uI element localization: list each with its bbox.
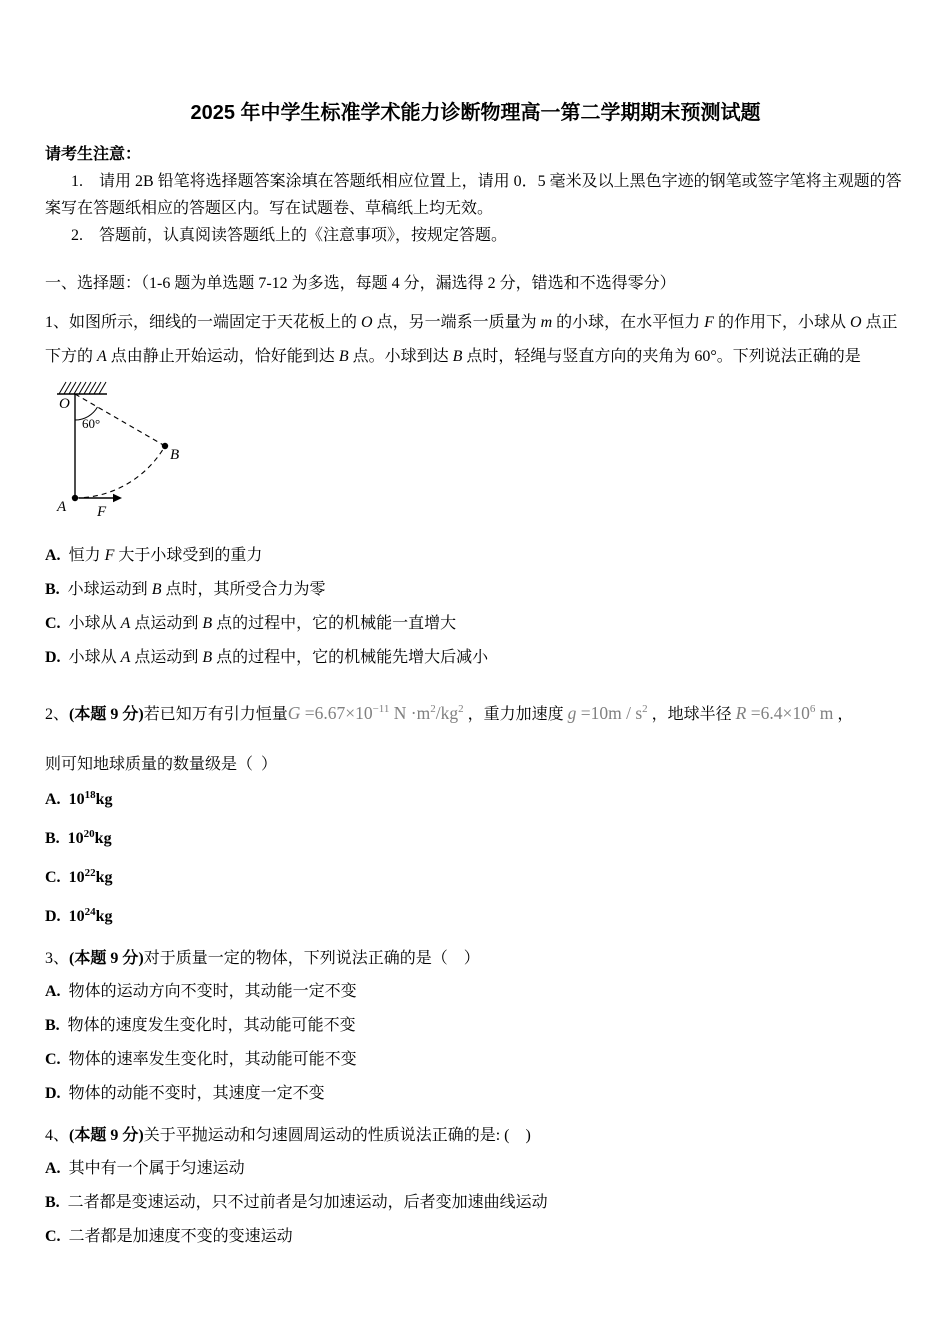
notice-header: 请考生注意： (45, 146, 142, 163)
question-2-prompt: 则可知地球质量的数量级是（ ） (45, 756, 278, 773)
ceiling-hatch (59, 382, 106, 394)
point-B-dot (162, 443, 168, 449)
question-2-option-d: D. $10^{24}kg$ (45, 906, 113, 925)
question-1-figure-wrap (53, 380, 906, 537)
question-1-stem: 1、如图所示，细线的一端固定于天花板上的 O 点，另一端系一质量为 m 的小球，在水平恒力 F 的作用下，小球从 O 点正下方的 A 点由静止开始运动，恰好能到达 B 点。小球到达 B 点时，轻绳与竖直方向的夹角为 60°。下列说法正确的是 (45, 314, 898, 365)
label-F: F (97, 504, 107, 520)
question-3-options (45, 975, 906, 1111)
question-2-option-b: B. $10^{20}kg$ (45, 828, 112, 847)
force-arrow-head (113, 494, 122, 502)
question-4-stem: 4、(本题 9 分)关于平抛运动和匀速圆周运动的性质说法正确的是: ( ) (45, 1127, 531, 1144)
question-1-option-b: B. 小球运动到 B 点时，其所受合力为零 (45, 581, 326, 598)
question-4-option-c: C. 二者都是加速度不变的变速运动 (45, 1228, 293, 1245)
page-title: 2025 年中学生标准学术能力诊断物理高一第二学期期末预测试题 (190, 102, 761, 124)
question-1-figure (53, 380, 253, 532)
label-B: B (170, 447, 180, 463)
question-4-options (45, 1152, 906, 1254)
notice-item-2: 2. 答题前，认真阅读答题纸上的《注意事项》，按规定答题。 (71, 227, 508, 244)
label-angle: 60° (82, 416, 101, 431)
question-2-option-a: A. $10^{18}kg$ (45, 789, 113, 808)
question-4-option-b: B. 二者都是变速运动，只不过前者是匀加速运动，后者变加速曲线运动 (45, 1194, 548, 1211)
question-2-stem: 2、(本题 9 分)若已知万有引力恒量$G =6.67\times 10^{-11}$ $N \cdot m^2/kg^2$ ，重力加速度 $g =10m / s^2$ ，地球半径 $R =6.4\times 10^6$ m ， (45, 703, 854, 723)
question-3-option-d: D. 物体的动能不变时，其速度一定不变 (45, 1085, 325, 1102)
question-1-option-d: D. 小球从 A 点运动到 B 点的过程中，它的机械能先增大后减小 (45, 649, 489, 666)
notice-item-1: 1. 请用 2B 铅笔将选择题答案涂填在答题纸相应位置上，请用 0．5 毫米及以上黑色字迹的钢笔或签字笔将主观题的答案写在答题纸相应的答题区内。写在试题卷、草稿纸上均无效。 (45, 173, 902, 217)
trajectory-arc (75, 446, 165, 498)
question-4-option-a: A. 其中有一个属于匀速运动 (45, 1160, 245, 1177)
label-A: A (57, 499, 67, 515)
question-1-option-a: A. 恒力 F 大于小球受到的重力 (45, 547, 263, 564)
question-3-option-c: C. 物体的速率发生变化时，其动能可能不变 (45, 1051, 357, 1068)
label-O: O (59, 396, 70, 412)
question-2-options (45, 778, 906, 934)
notice-block (45, 141, 906, 249)
section-header: 一、选择题：（1-6 题为单选题 7-12 为多选，每题 4 分，漏选得 2 分，错选和不选得零分） (45, 275, 676, 292)
question-2-option-c: C. $10^{22}kg$ (45, 867, 113, 886)
question-1-option-c: C. 小球从 A 点运动到 B 点的过程中，它的机械能一直增大 (45, 615, 457, 632)
question-3-stem: 3、(本题 9 分)对于质量一定的物体，下列说法正确的是（ ） (45, 950, 480, 967)
question-3-option-b: B. 物体的速度发生变化时，其动能可能不变 (45, 1017, 356, 1034)
question-1-options (45, 539, 906, 675)
point-A-dot (72, 495, 78, 501)
question-3-option-a: A. 物体的运动方向不变时，其动能一定不变 (45, 983, 357, 1000)
